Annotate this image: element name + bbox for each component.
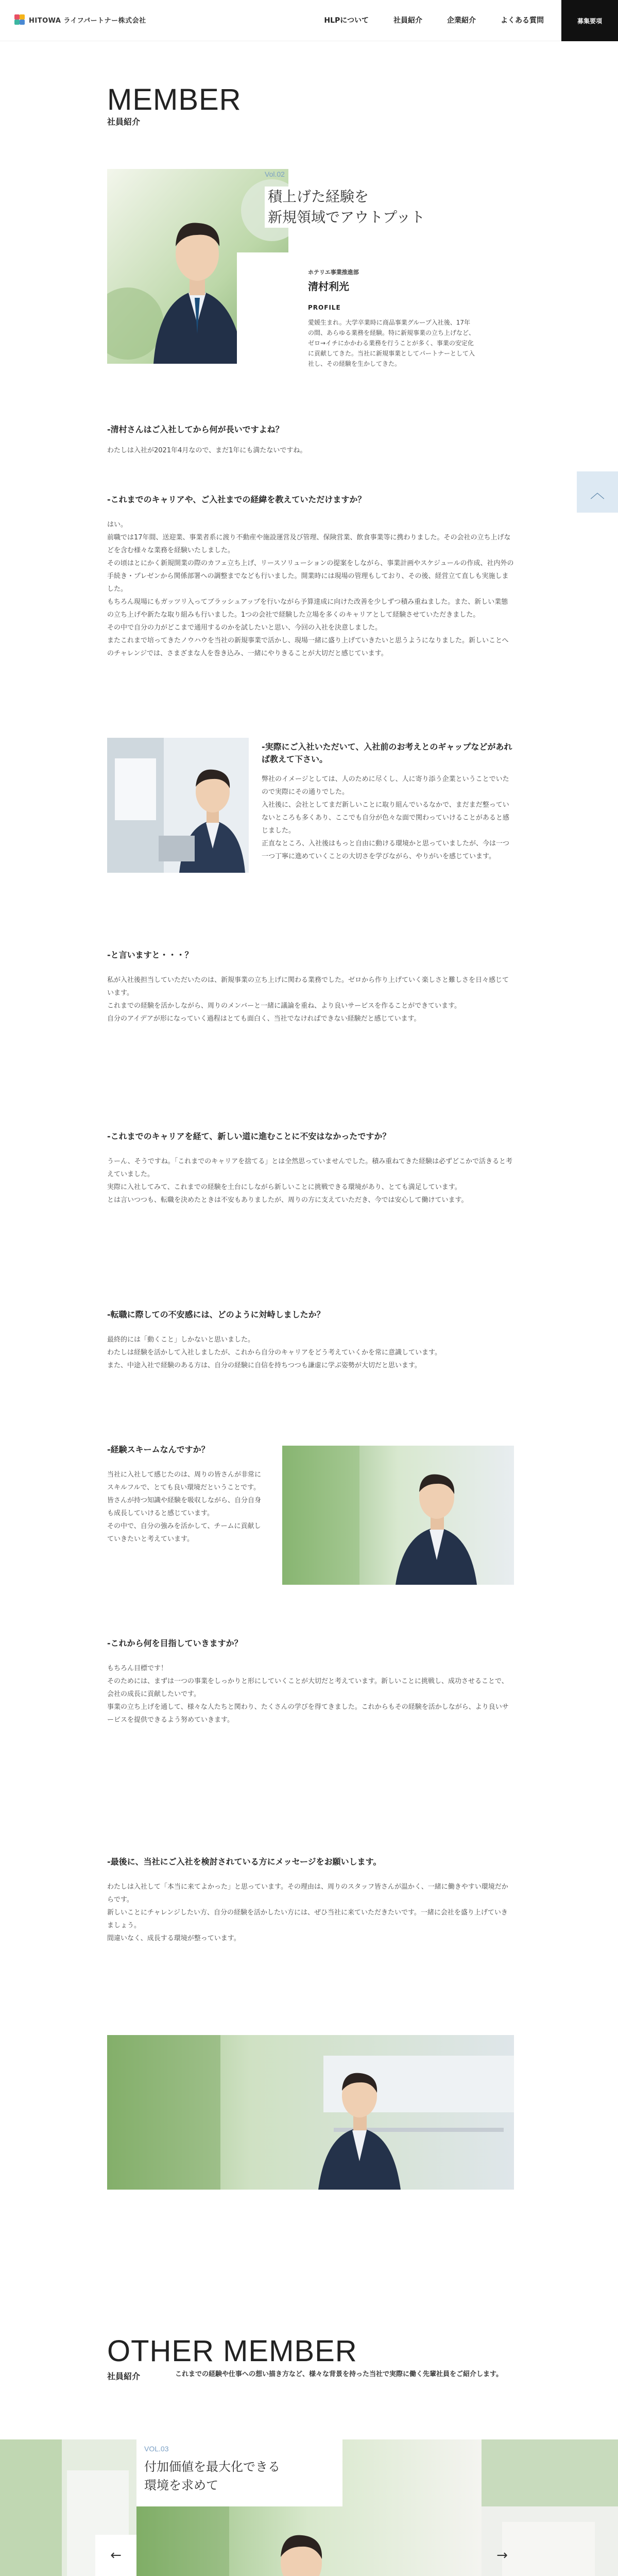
- answer-block: [107, 974, 514, 1025]
- answer-text: 自分のアイデアが形になっていく過程はとても面白く、当社でなければできない経験だと感じています。: [107, 1015, 421, 1023]
- answer-text: もちろん現場にもガッツリ入ってブラッシュアップを行いながら予算達成に向けた改善を少しずつ積み重ねました。また、新しい業態の立ち上げや新たな取り組みも行いました。1つの会社で経験した立場を多くのキャリアとして経験させていただきました。: [107, 598, 508, 619]
- logo-text: HITOWA ライフパートナー株式会社: [29, 16, 146, 25]
- answer-block: [107, 1468, 267, 1546]
- member-card-vol: VOL.03: [144, 2445, 169, 2453]
- logo-icon: [14, 14, 25, 25]
- entry-button[interactable]: 募集要項: [561, 0, 618, 41]
- page-title-en: MEMBER: [107, 83, 242, 116]
- answer-text: 実際に入社してみて、これまでの経験を土台にしながら新しいことに挑戦できる環境があり、とても満足しています。: [107, 1183, 461, 1191]
- interview-photo: [107, 738, 249, 873]
- slider-next-button[interactable]: [482, 2535, 523, 2576]
- answer-text: その中で、自分の強みを活かして、チームに貢献していきたいと考えています。: [107, 1522, 261, 1543]
- profile-text: 愛媛生まれ。大学卒業時に商品事業グループ入社後、17年の間、あらゆる業務を経験。特に新規事業の立ち上げなど、ゼロ→イチにかかわる業務を行うことが多く、事業の安定化に貢献してきた。当社に新規事業としてパートナーとして入社し、その経験を生かしてきた。: [308, 319, 475, 367]
- interview-photo: [282, 1446, 514, 1585]
- other-member-title-jp: 社員紹介: [107, 2371, 141, 2381]
- answer-text: わたしは経験を活かして入社しましたが、これから自分のキャリアをどう考えていくかを常に意識しています。: [107, 1349, 441, 1357]
- nav-about[interactable]: HLPについて: [324, 16, 369, 25]
- answer-text: 間違いなく、成長する環境が整っています。: [107, 1935, 241, 1942]
- arrow-left-icon: ←: [110, 2548, 122, 2563]
- answer-text: 前職では17年間、送迎業、事業者系に渡り不動産や施設運営及び管理、保険営業、飲食事業等に携わりました。その会社の立ち上げなどを含む様々な業務を経験いたしました。: [107, 534, 511, 554]
- closing-photo: [107, 2035, 514, 2190]
- answer-text: 弊社のイメージとしては、人のために尽くし、人に寄り添う企業ということでいたので実際にその通りでした。: [262, 775, 509, 796]
- answer-text: わたしは入社して「本当に来てよかった」と思っています。その理由は、周りのスタッフ皆さんが温かく、一緒に働きやすい環境だからです。: [107, 1883, 508, 1904]
- answer-text: 皆さんが持つ知識や経験を吸収しながら、自分自身も成長していけると感じています。: [107, 1497, 262, 1517]
- slider-prev-button[interactable]: [95, 2535, 136, 2576]
- question: -経験スキームなんですか？: [107, 1445, 210, 1454]
- question: -これまでのキャリアや、ご入社までの経緯を教えていただけますか？: [107, 495, 366, 504]
- answer-text: 正直なところ、入社後はもっと自由に動ける環境かと思っていましたが、今は一つ一つ丁寧に進めていくことの大切さを学びながら、やりがいを感じています。: [262, 840, 510, 860]
- question: -これまでのキャリアを経て、新しい道に進むことに不安はなかったですか？: [107, 1131, 391, 1141]
- answer-text: 最終的には「動くこと」しかないと思いました。: [107, 1336, 255, 1344]
- hero-title-line: 積上げた経験を: [265, 187, 372, 207]
- answer-text: 新しいことにチャレンジしたい方、自分の経験を活かしたい方には、ぜひ当社に来ていただきたいです。一緒に会社を盛り上げていきましょう。: [107, 1909, 508, 1929]
- question: -転職に際しての不安感には、どのように対峙しましたか？: [107, 1310, 325, 1319]
- answer-text: うーん、そうですね。「これまでのキャリアを捨てる」とは全然思っていませんでした。積み重ねてきた経験は必ずどこかで活きると考えていました。: [107, 1158, 512, 1178]
- other-member-lead: これまでの経験や仕事への想い描き方など、様々な背景を持った当社で実際に働く先輩社員をご紹介します。: [175, 2370, 503, 2378]
- answer-text: はい。: [107, 521, 128, 529]
- question: -と言いますと・・・？: [107, 950, 193, 960]
- answer-text: これまでの経験を活かしながら、周りのメンバーと一緒に議論を重ね、より良いサービスを作ることができています。: [107, 1002, 461, 1010]
- answer-text: その頃はとにかく新規開業の際のカフェ立ち上げ、リースソリューションの提案をしながら、事業計画やスケジュールの作成、社内外の手続き・プレゼンから関係部署への調整までなども行いました。開業時には現場の管理もしており、その後、経営立て直しも実施しました。: [107, 560, 514, 593]
- profile-label: PROFILE: [308, 304, 341, 311]
- answer-text: とは言いつつも、転職を決めたときは不安もありましたが、周りの方に支えていただき、今では安心して働けています。: [107, 1196, 468, 1204]
- company-logo[interactable]: [14, 14, 146, 25]
- hero-vol: Vol.02: [265, 170, 285, 178]
- member-card-title-line: 付加価値を最大化できる: [144, 2460, 280, 2474]
- question: -清村さんはご入社してから何が長いですよね？: [107, 425, 284, 434]
- answer-block: [107, 1662, 514, 1726]
- hero-department: ホテリエ事業推進部: [308, 269, 359, 276]
- answer-text: そのためには、まずは一つの事業をしっかりと形にしていくことが大切だと考えています。新しいことに挑戦し、成功させることで、会社の成長に貢献したいです。: [107, 1677, 508, 1698]
- member-card-title: [144, 2458, 280, 2495]
- answer-text: またこれまで培ってきたノウハウを当社の新規事業で活かし、現場一緒に盛り上げていきたいと思うようになりました。新しいことへのチャレンジでは、さまざまな人を巻き込み、一緒にやりきることが大切だと感じています。: [107, 637, 509, 657]
- nav-company[interactable]: 企業紹介: [447, 16, 476, 25]
- answer-block: [107, 1333, 514, 1372]
- question: -最後に、当社にご入社を検討されている方にメッセージをお願いします。: [107, 1857, 382, 1867]
- other-member-title-en: OTHER MEMBER: [107, 2334, 357, 2368]
- hero-title-line: 新規領域でアウトプット: [265, 207, 428, 228]
- page-title-jp: 社員紹介: [107, 117, 141, 127]
- answer-block: [107, 518, 514, 660]
- question: -これから何を目指していきますか？: [107, 1638, 243, 1648]
- question: -実際にご入社いただいて、入社前のお考えとのギャップなどがあれば教えて下さい。: [262, 742, 512, 764]
- answer-text: また、中途入社で経験のある方は、自分の経験に自信を持ちつつも謙虚に学ぶ姿勢が大切だと思います。: [107, 1362, 421, 1369]
- chevron-up-icon: ︿: [590, 484, 605, 501]
- answer-block: [107, 1880, 514, 1945]
- site-header: [0, 0, 618, 41]
- answer-block: [107, 1155, 514, 1207]
- hero-title: [265, 187, 428, 228]
- answer-block: [262, 773, 514, 863]
- answer-text: その中で自分の力がどこまで通用するのかを試したいと思い、今回の入社を決意しました。: [107, 624, 382, 632]
- answer-text: 入社後に、会社としてまだ新しいことに取り組んでいるなかで、まだまだ整っていないところも多くあり、ここでも自分が色々な面で関わっていけることがあると感じました。: [262, 801, 509, 835]
- answer-text: わたしは入社が2021年4月なので、まだ1年にも満たないですね。: [107, 447, 307, 454]
- global-nav: [312, 0, 556, 41]
- answer-text: 私が入社後担当していただいたのは、新規事業の立ち上げに関わる業務でした。ゼロから作り上げていく楽しさと難しさを日々感じています。: [107, 976, 509, 997]
- nav-member[interactable]: 社員紹介: [393, 16, 422, 25]
- nav-faq[interactable]: よくある質問: [501, 16, 544, 25]
- page-top-button[interactable]: [577, 471, 618, 513]
- answer-text: 当社に入社して感じたのは、周りの皆さんが非常にスキルフルで、とても良い環境だということです。: [107, 1471, 262, 1492]
- answer-text: もちろん目標です！: [107, 1665, 168, 1672]
- member-card-title-line: 環境を求めて: [144, 2478, 218, 2493]
- hero-name: 清村利光: [308, 280, 349, 293]
- arrow-right-icon: →: [496, 2548, 508, 2563]
- answer-text: 事業の立ち上げを通して、様々な人たちと関わり、たくさんの学びを得てきました。これからもその経験を活かしながら、より良いサービスを提供できるよう努めていきます。: [107, 1703, 509, 1724]
